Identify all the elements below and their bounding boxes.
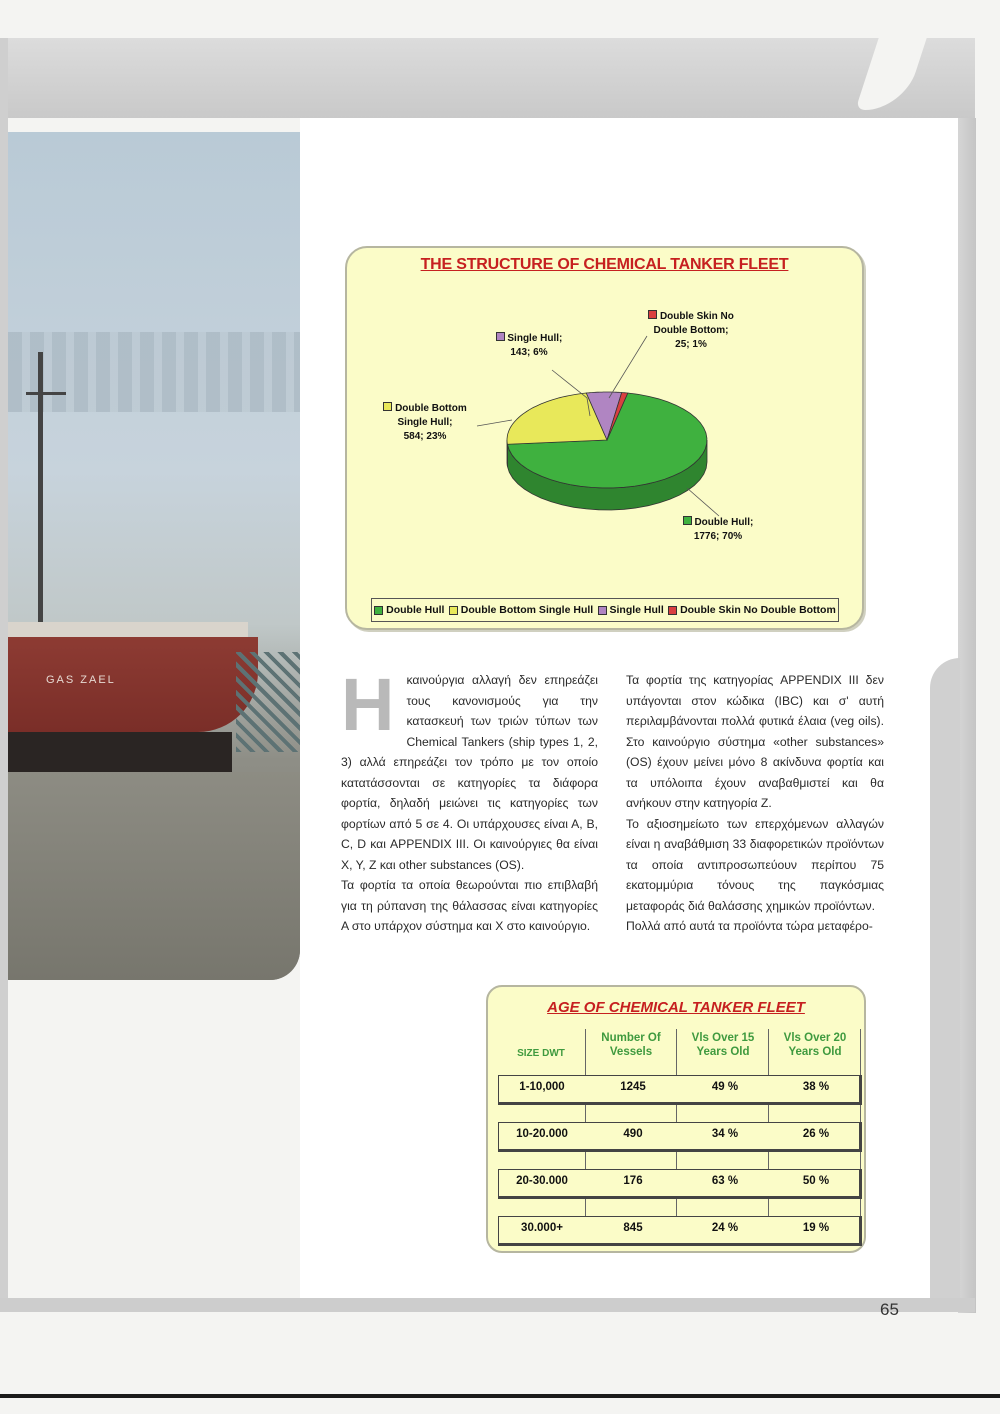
- table-row: [498, 1122, 862, 1152]
- right-decorative-strip: [958, 118, 976, 1313]
- legend-item-double-hull: [374, 604, 444, 616]
- double-skin-swatch-icon: [648, 310, 657, 319]
- cell-size: 10-20.000: [516, 1128, 568, 1140]
- label-double-skin-line3: 25; 1%: [675, 339, 707, 350]
- age-table-box: [486, 985, 866, 1253]
- cell-over-20: 50 %: [802, 1175, 830, 1187]
- label-single-hull: [479, 332, 579, 360]
- label-double-hull: [663, 516, 773, 544]
- header-number-of-vessels: Number Of Vessels: [601, 1032, 661, 1058]
- cell-vessels: 490: [623, 1128, 643, 1140]
- left-decorative-strip: [0, 38, 8, 1308]
- table-row: [498, 1169, 862, 1199]
- cell-over-20: 19 %: [802, 1222, 830, 1234]
- table-row: [498, 1075, 862, 1105]
- legend-item-single-hull: [598, 604, 664, 616]
- panel-notch: [930, 658, 960, 1298]
- article-paragraph: [341, 663, 598, 875]
- legend-item-double-bottom: [449, 604, 593, 616]
- bottom-decorative-band: [0, 1298, 975, 1312]
- legend-label: Single Hull: [609, 604, 664, 616]
- leader-line: [477, 420, 512, 426]
- article-paragraph: Τα φορτία τα οποία θεωρούνται πιο επιβλαβή για τη ρύπανση της θάλασσας είναι κατηγορίες Α στο υπάρχον σύστημα και Χ στο καινούργιο.: [341, 878, 598, 933]
- swoosh-decoration: [855, 38, 926, 110]
- label-double-hull-line1: Double Hull;: [694, 517, 754, 528]
- double-hull-swatch-icon: [683, 516, 692, 525]
- cell-over-15: 49 %: [711, 1081, 739, 1093]
- article-column-2: [626, 670, 884, 937]
- article-column-1: [341, 663, 598, 937]
- header-over-15: Vls Over 15 Years Old: [691, 1032, 755, 1058]
- drop-cap: Η: [341, 663, 395, 746]
- photo-crane: [236, 652, 300, 752]
- label-double-bottom-line2: Single Hull;: [397, 417, 453, 428]
- photo-mast-crossbar: [26, 392, 66, 395]
- legend-label: Double Bottom Single Hull: [460, 604, 594, 616]
- cell-over-15: 63 %: [711, 1175, 739, 1187]
- label-double-skin-line2: Double Bottom;: [653, 325, 729, 336]
- article-paragraph: Τα φορτία της κατηγορίας APPENDIX III δεν υπάγονται στον κώδικα (IBC) και σ' αυτή περιλαμβάνονται πολλά φυτικά έλαια (veg oils). Στο καινούργιο σύστημα «other substances» (OS) έχουν μείνει μόνο 8 ακίνδυνα φορτία και τα υπόλοιπα έχουν αναβαθμιστεί και θα ανήκουν στην κατηγορία Ζ.: [626, 673, 884, 810]
- label-double-skin-line1: Double Skin No: [659, 311, 734, 322]
- cell-vessels: 845: [623, 1222, 643, 1234]
- article-paragraph: Το αξιοσημείωτο των επερχόμενων αλλαγών είναι η αναβάθμιση 33 διαφορετικών προϊόντων τα οποία αντιπροσωπεύουν περίπου 75 εκατομμύρια τόνους της παγκόσμιας μεταφοράς διά θαλάσσης χημικών προϊόντων.: [626, 816, 884, 913]
- photo-city-skyline: [8, 332, 300, 412]
- label-double-bottom-line1: Double Bottom: [395, 403, 467, 414]
- cell-vessels: 1245: [620, 1081, 646, 1093]
- article-text: καινούργια αλλαγή δεν επηρεάζει τους κανονισμούς για την κατασκευή των τριών τύπων των Chemical Tankers (ship types 1, 2, 3) αλλά επηρεάζει τον τρόπο με τον οποίο κατατάσσονται σε κατηγορίες τα διάφορα φορτία, δηλαδή μειώνει τις κατηγορίες των φορτίων από 5 σε 4. Οι υπάρχουσες είναι Α, Β, C, D και APPENDIX III. Οι καινούργιες θα είναι Χ, Υ, Ζ και other substances (OS).: [341, 673, 598, 872]
- legend-label: Double Hull: [386, 604, 445, 616]
- label-single-hull-line1: Single Hull;: [507, 333, 563, 344]
- cell-over-15: 24 %: [711, 1222, 739, 1234]
- legend-label: Double Skin No Double Bottom: [680, 604, 836, 616]
- ship-name: GAS ZAEL: [46, 674, 116, 686]
- cell-over-15: 34 %: [711, 1128, 739, 1140]
- top-decorative-band: [0, 38, 975, 118]
- label-double-skin: [631, 310, 751, 352]
- legend-item-double-skin: [668, 604, 836, 616]
- legend-double-hull-swatch-icon: [374, 606, 383, 615]
- cell-size: 1-10,000: [519, 1081, 565, 1093]
- single-hull-swatch-icon: [496, 332, 505, 341]
- legend-single-hull-swatch-icon: [598, 606, 607, 615]
- label-double-hull-line2: 1776; 70%: [693, 531, 743, 542]
- header-size-dwt: SIZE DWT: [517, 1048, 565, 1059]
- cell-over-20: 26 %: [802, 1128, 830, 1140]
- leader-line: [687, 488, 719, 516]
- age-table-title: AGE OF CHEMICAL TANKER FLEET: [547, 999, 805, 1016]
- article-paragraph: Πολλά από αυτά τα προϊόντα τώρα μεταφέρο-: [626, 919, 873, 933]
- double-bottom-swatch-icon: [383, 402, 392, 411]
- table-row: [498, 1216, 862, 1246]
- chart-title: THE STRUCTURE OF CHEMICAL TANKER FLEET: [420, 256, 789, 273]
- photo-deck: [8, 622, 248, 638]
- photo-water: [8, 772, 300, 980]
- cell-size: 20-30.000: [516, 1175, 568, 1187]
- cell-size: 30.000+: [521, 1222, 563, 1234]
- page-bottom-rule: [0, 1394, 1000, 1398]
- page-number: 65: [880, 1300, 899, 1319]
- legend-double-skin-swatch-icon: [668, 606, 677, 615]
- header-over-20: Vls Over 20 Years Old: [783, 1032, 847, 1058]
- cell-over-20: 38 %: [802, 1081, 830, 1093]
- tanker-photo: [8, 132, 300, 980]
- label-double-bottom-line3: 584; 23%: [403, 431, 447, 442]
- photo-mast: [38, 352, 43, 652]
- fleet-structure-chart: [345, 246, 864, 630]
- label-single-hull-line2: 143; 6%: [510, 347, 548, 358]
- chart-legend: [371, 598, 839, 622]
- legend-double-bottom-swatch-icon: [449, 606, 458, 615]
- cell-vessels: 176: [623, 1175, 643, 1187]
- label-double-bottom: [375, 402, 475, 444]
